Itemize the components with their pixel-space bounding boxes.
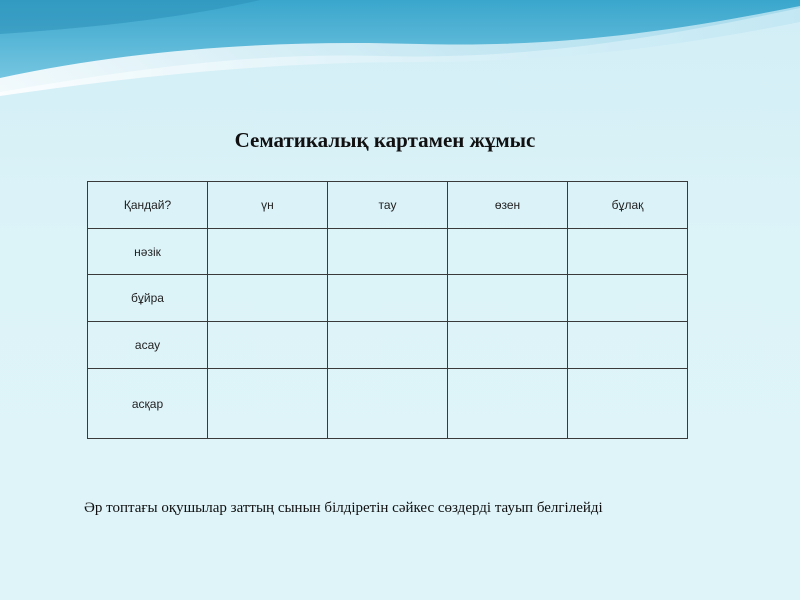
table-row [88, 322, 688, 369]
semantic-map-table [87, 181, 688, 439]
table-cell [328, 369, 448, 439]
slide-caption: Әр топтағы оқушылар заттың сынын білдіретін сәйкес сөздерді тауып белгілейді [84, 500, 603, 516]
column-header: үн [208, 182, 328, 229]
row-label: асқар [88, 369, 208, 439]
table-cell [208, 229, 328, 275]
table-cell [568, 369, 688, 439]
slide-title: Сематикалық картамен жұмыс [234, 128, 536, 152]
table-cell [568, 229, 688, 275]
table-header-row [88, 182, 688, 229]
table-cell [208, 275, 328, 322]
table-cell [568, 322, 688, 369]
column-header: бұлақ [568, 182, 688, 229]
table-cell [448, 275, 568, 322]
table-cell [448, 369, 568, 439]
table-row [88, 275, 688, 322]
column-header: тау [328, 182, 448, 229]
table-cell [448, 322, 568, 369]
table-cell [328, 229, 448, 275]
column-header: өзен [448, 182, 568, 229]
table-cell [328, 275, 448, 322]
row-label: нәзік [88, 229, 208, 275]
table-corner-header: Қандай? [88, 182, 208, 229]
table-cell [568, 275, 688, 322]
row-label: асау [88, 322, 208, 369]
table-cell [208, 322, 328, 369]
row-label: бұйра [88, 275, 208, 322]
table-cell [448, 229, 568, 275]
table-row [88, 229, 688, 275]
table-cell [208, 369, 328, 439]
wave-decoration [0, 0, 800, 100]
table-row [88, 369, 688, 439]
table-cell [328, 322, 448, 369]
